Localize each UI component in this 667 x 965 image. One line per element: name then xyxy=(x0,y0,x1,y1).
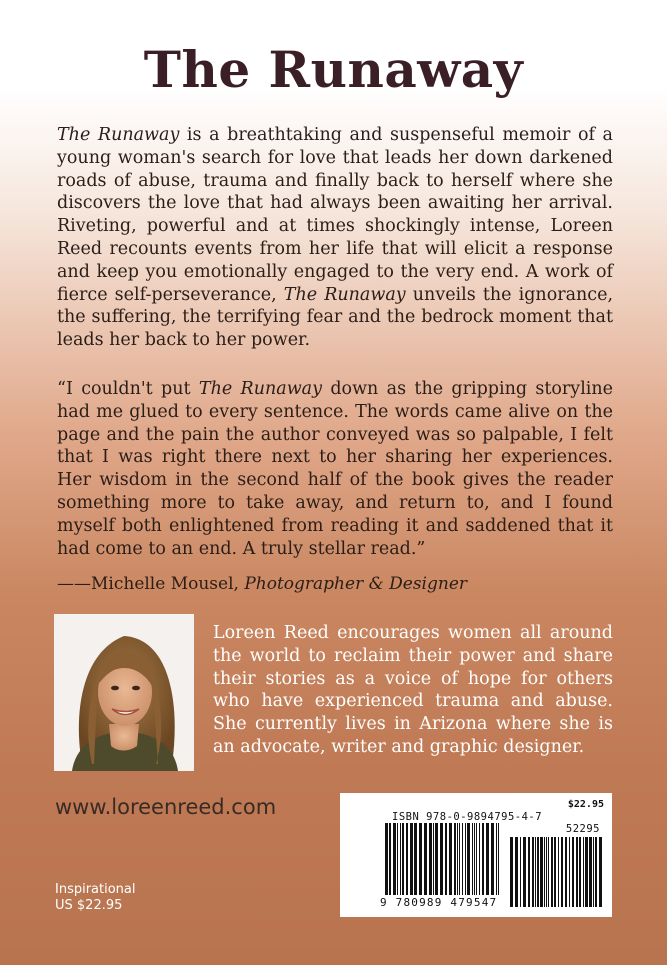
barcode-addon-bar xyxy=(510,837,513,907)
barcode-main-bar xyxy=(482,823,484,895)
barcode-main-bar xyxy=(498,823,499,895)
barcode-main-bar xyxy=(496,823,497,895)
barcode-addon-bar xyxy=(515,837,518,907)
barcode-main-bar xyxy=(393,823,396,895)
barcode-addon-bar xyxy=(583,837,584,907)
barcode-isbn: ISBN 978-0-9894795-4-7 xyxy=(392,811,543,823)
barcode-addon-bar xyxy=(548,837,549,907)
barcode-addon-number: 52295 xyxy=(565,823,600,835)
review-attribution xyxy=(57,573,613,595)
barcode-price: $22.95 xyxy=(567,799,604,810)
barcode-main-bar xyxy=(479,823,480,895)
author-website[interactable]: www.loreenreed.com xyxy=(55,795,277,819)
barcode-addon-bar xyxy=(554,837,556,907)
blurb-text-1: is a breathtaking and suspenseful memoir of a young woman's search for love that leads her down darkened roads of abuse, trauma and finally back to herself where she discovers the love that had always been awaiting her arrival. Riveting, powerful and at times shockingly intense, Loreen Reed recounts events from her life that will elicit a response and keep you emotionally engaged to the very end. A work of fierce self-perseverance, xyxy=(57,125,613,305)
barcode-addon-bar xyxy=(599,837,602,907)
genre-and-price xyxy=(55,882,136,914)
barcode-addon-bar xyxy=(593,837,594,907)
barcode-main-bar xyxy=(457,823,458,895)
author-photo xyxy=(54,614,194,771)
barcode-addon-bar xyxy=(537,837,539,907)
barcode-addon-bar xyxy=(544,837,545,907)
barcode-addon-bar xyxy=(523,837,526,907)
barcode-addon-bar xyxy=(558,837,559,907)
barcode-addon-bar xyxy=(595,837,597,907)
barcode-main-bar xyxy=(424,823,427,895)
book-blurb xyxy=(57,124,613,352)
barcode-main-bar xyxy=(414,823,417,895)
barcode-addon-bar xyxy=(551,837,553,907)
barcode-main-bar xyxy=(410,823,413,895)
blurb-title-ref-2: The Runaway xyxy=(283,284,406,305)
barcode-main-bar xyxy=(486,823,489,895)
barcode-addon-bar xyxy=(535,837,536,907)
barcode-addon-bar xyxy=(540,837,543,907)
barcode-main-bar xyxy=(467,823,470,895)
barcode-main-bar xyxy=(419,823,422,895)
price-label: US $22.95 xyxy=(55,898,123,913)
blurb-title-ref: The Runaway xyxy=(57,125,180,145)
book-title: The Runaway xyxy=(143,40,524,99)
author-bio: Loreen Reed encourages women all around the world to reclaim their power and share their stories as a voice of hope for others who have experienced trauma and abuse. She currently lives in Arizona where she is an advocate, writer and graphic designer. xyxy=(213,623,613,757)
review-text: down as the gripping storyline had me glued to every sentence. The words came alive on the page and the pain the author conveyed was so palpable, I felt that I was right there next to her sharing her experiences. Her wisdom in the second half of the book gives the reader something more to take away, and return to, and I found myself both enlightened from reading it and saddened that it had come to an end. A truly stellar read.” xyxy=(57,379,614,559)
barcode-addon-bar xyxy=(565,837,567,907)
barcode-addon-bar xyxy=(546,837,547,907)
barcode-addon-bar xyxy=(579,837,581,907)
barcode-main-bar xyxy=(400,823,401,895)
reviewer-name: ——Michelle Mousel, xyxy=(57,574,245,594)
barcode-main-bar xyxy=(472,823,473,895)
barcode-main-bar xyxy=(491,823,494,895)
author-portrait-illustration xyxy=(54,614,194,771)
barcode-main-bar xyxy=(462,823,463,895)
review-quote xyxy=(57,378,613,560)
review-title-ref: The Runaway xyxy=(198,379,322,399)
barcode-main-bar xyxy=(433,823,434,895)
barcode-addon-bar xyxy=(520,837,521,907)
barcode-addon-bar xyxy=(532,837,534,907)
barcode-main-bar xyxy=(429,823,432,895)
barcode-addon-bar xyxy=(589,837,592,907)
review-open: “I couldn't put xyxy=(57,379,199,399)
barcode-main-bar xyxy=(476,823,477,895)
barcode-main-bar xyxy=(445,823,447,895)
barcode-main-bar xyxy=(465,823,466,895)
barcode-main-bar xyxy=(389,823,391,895)
barcode-main-bar xyxy=(397,823,398,895)
barcode-main-bar xyxy=(440,823,443,895)
barcode-addon-bar xyxy=(569,837,570,907)
barcode-main-bar xyxy=(435,823,438,895)
barcode-addon-bar xyxy=(561,837,563,907)
barcode-addon-bar xyxy=(585,837,588,907)
barcode-digits: 9 780989 479547 xyxy=(380,896,498,909)
barcode-main-bar xyxy=(406,823,408,895)
barcode-addon-bar xyxy=(528,837,530,907)
barcode-main-bar xyxy=(385,823,388,895)
barcode-main-bar xyxy=(449,823,452,895)
blurb-text-2: unveils the ignorance, the suffering, the terrifying fear and the bedrock moment that leads her back to her power. xyxy=(57,284,614,351)
barcode-addon-bar xyxy=(576,837,578,907)
barcode-main-bar xyxy=(454,823,456,895)
barcode-main-bar xyxy=(474,823,475,895)
barcode-main-bar xyxy=(459,823,460,895)
isbn-barcode xyxy=(340,793,612,917)
barcode-main-bar xyxy=(402,823,404,895)
barcode-addon-bar xyxy=(572,837,574,907)
genre-label: Inspirational xyxy=(55,882,136,897)
reviewer-role: Photographer & Designer xyxy=(244,574,468,594)
